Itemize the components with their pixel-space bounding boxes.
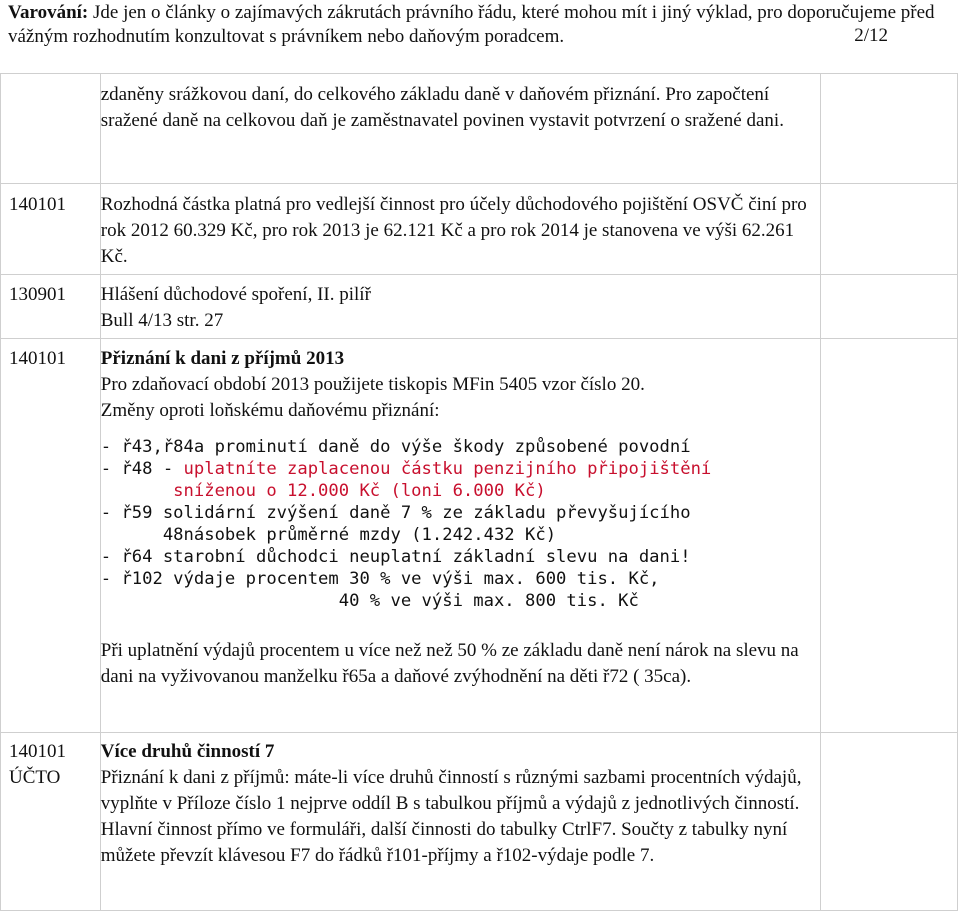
changes-list: [101, 436, 820, 612]
warning-label: Varování:: [8, 2, 89, 23]
date-cell: [1, 74, 101, 184]
code-line: - ř102 výdaje procentem 30 % ve výši max. 600 tis. Kč,: [100, 569, 660, 589]
table-row: [1, 275, 958, 339]
row-line: Změny oproti loňskému daňovému přiznání:: [100, 400, 440, 421]
row-line: Hlášení důchodové spoření, II. pilíř: [100, 284, 371, 305]
content-cell: [100, 74, 820, 184]
row-line: Pro zdaňovací období 2013 použijete tiskopis MFin 5405 vzor číslo 20.: [100, 374, 645, 395]
page-number: 2/12: [854, 25, 888, 46]
code-line: sníženou o 12.000 Kč (loni 6.000 Kč): [100, 481, 546, 501]
row-text: Přiznání k dani z příjmů: máte-li více druhů činností s různými sazbami procentních výdajů, vyplňte v Příloze číslo 1 nejprve oddíl B s tabulkou příjmů a výdajů z jednotlivých činností. Hlavní činnost přímo ve formuláři, další činnosti do tabulky CtrlF7. Součty z tabulky nyní můžete převzít klávesou F7 do řádků ř101-příjmy a ř102-výdaje podle 7.: [100, 767, 802, 866]
code-line: - ř43,ř84a prominutí daně do výše škody způsobené povodní: [100, 437, 691, 457]
row-title: Více druhů činností 7: [100, 741, 275, 762]
table-row: [1, 733, 958, 911]
content-cell: [100, 275, 820, 339]
code-line: - ř59 solidární zvýšení daně 7 % ze základu převyšujícího: [100, 503, 691, 523]
code-line: 40 % ve výši max. 800 tis. Kč: [100, 591, 639, 611]
row-text: Rozhodná částka platná pro vedlejší činnost pro účely důchodového pojištění OSVČ činí pro rok 2012 60.329 Kč, pro rok 2013 je 62.121 Kč a pro rok 2014 je stanovena ve výši 62.261 Kč.: [100, 194, 807, 267]
content-cell: [100, 733, 820, 911]
content-cell: [100, 184, 820, 275]
row-note: Při uplatnění výdajů procentem u více než než 50 % ze základu daně není nárok na slevu na dani na vyživovanou manželku ř65a a daňové zvýhodnění na děti ř72 ( 35ca).: [100, 640, 799, 687]
content-cell: [100, 339, 820, 733]
row-line: Bull 4/13 str. 27: [100, 310, 224, 331]
row-date: 140101: [9, 348, 66, 369]
row-text: zdaněny srážkovou daní, do celkového základu daně v daňovém přiznání. Pro započtení sražené daně na celkovou daň je zaměstnavatel povinen vystavit potvrzení o sražené dani.: [100, 84, 784, 131]
news-table: [0, 73, 958, 911]
highlighted-text: uplatníte zaplacenou částku penzijního připojištění: [183, 459, 712, 479]
row-date: 130901: [9, 284, 66, 305]
table-row: [1, 74, 958, 184]
code-line: 48násobek průměrné mzdy (1.242.432 Kč): [100, 525, 557, 545]
warning-text: Jde jen o články o zajímavých zákrutách právního řádu, které mohou mít i jiný výklad, pro doporučujeme před vážným rozhodnutím konzultovat s právníkem nebo daňovým poradcem.: [8, 2, 935, 47]
table-row: [1, 184, 958, 275]
row-title: Přiznání k dani z příjmů 2013: [100, 348, 345, 369]
code-line: - ř48 - uplatníte zaplacenou částku penzijního připojištění: [100, 459, 712, 479]
code-line: - ř64 starobní důchodci neuplatní základní slevu na dani!: [100, 547, 691, 567]
empty-cell: [820, 74, 957, 184]
row-date: 140101: [9, 741, 66, 762]
row-date: 140101: [9, 194, 66, 215]
row-tag: ÚČTO: [9, 767, 61, 788]
table-row: [1, 339, 958, 733]
warning-header: [8, 1, 948, 49]
